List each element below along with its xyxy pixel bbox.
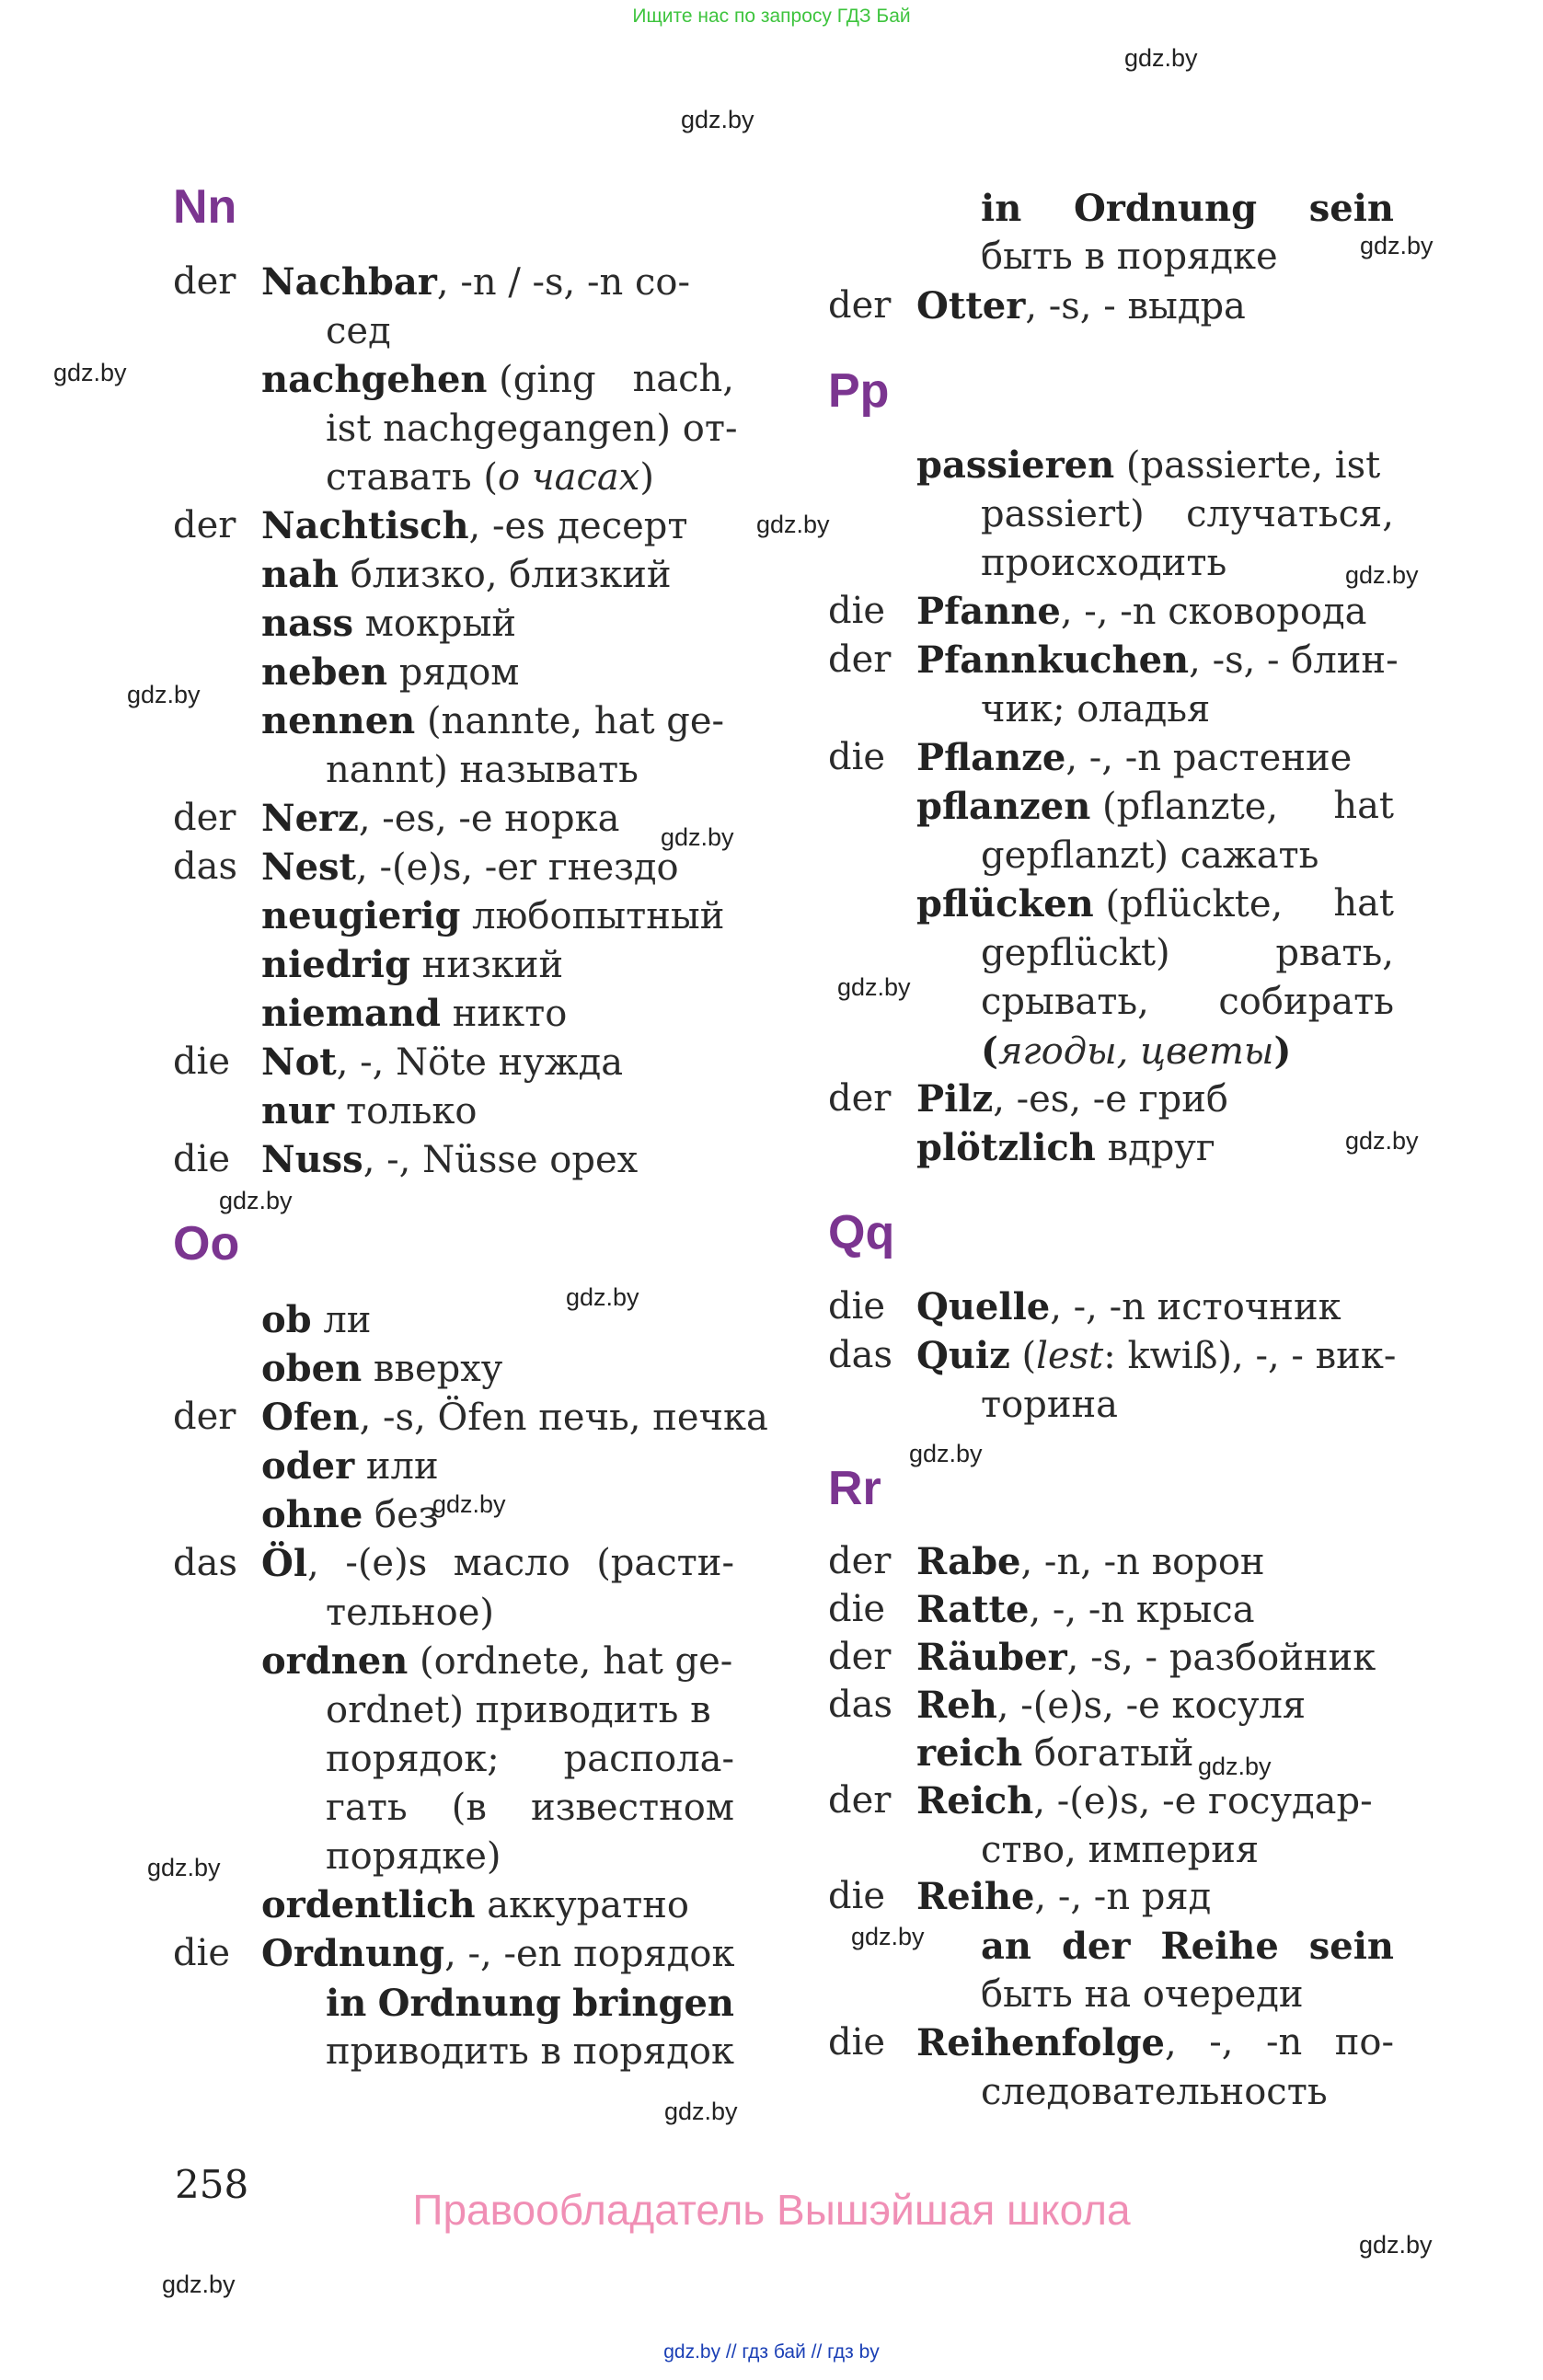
entry-pfannkuchen — [828, 636, 1399, 734]
headword: ordentlich — [261, 1883, 476, 1926]
headword: Rabe — [916, 1540, 1021, 1583]
entry-ob — [173, 1295, 734, 1345]
definition: рядом — [387, 651, 520, 694]
entry-reihenfolge: die Reihenfolge, -, -n по- следовательность — [828, 2018, 1394, 2117]
definition: гать — [326, 1787, 408, 1829]
entry-nerz — [173, 794, 734, 844]
phrase: an — [981, 1925, 1031, 1968]
article: der — [173, 260, 236, 303]
definition: , -s, - разбойник — [1066, 1637, 1376, 1679]
page-number: 258 — [175, 2162, 249, 2207]
article: die — [173, 1041, 231, 1083]
article: die — [828, 1875, 886, 1917]
definition: мокрый — [353, 603, 517, 645]
headword: Quiz — [916, 1334, 1010, 1377]
watermark: gdz.by — [1345, 561, 1419, 589]
headword: Ordnung — [261, 1932, 445, 1975]
letter-heading-p: Pp — [828, 364, 890, 418]
watermark: gdz.by — [162, 2271, 236, 2298]
definition: масло — [453, 1542, 570, 1584]
headword: Nachbar — [261, 260, 437, 304]
entry-oben — [173, 1344, 734, 1394]
definition: , -(e)s, -e косуля — [996, 1684, 1307, 1727]
entry-oel: das Öl, -(e)s масло (расти- тельное) — [173, 1539, 734, 1638]
headword: nachgehen — [261, 358, 488, 401]
watermark: gdz.by — [837, 973, 911, 1001]
definition: , -, Nöte нужда — [336, 1041, 624, 1084]
definition: (ordnete, hat ge- — [408, 1640, 733, 1683]
definition: (pflückte, — [1093, 883, 1284, 926]
entry-pflanze — [828, 733, 1394, 783]
headword: niemand — [261, 992, 442, 1035]
article: der — [828, 284, 892, 327]
entry-otter — [828, 282, 1394, 331]
letter-heading-q: Qq — [828, 1206, 895, 1259]
headword: ordnen — [261, 1639, 409, 1683]
article: der — [173, 504, 236, 546]
entry-oder — [173, 1442, 734, 1491]
article: das — [173, 1542, 237, 1584]
definition: следовательность — [981, 2071, 1328, 2113]
definition: ist nachgegangen) от- — [326, 408, 738, 450]
entry-passieren — [828, 441, 1394, 588]
headword: Not — [261, 1041, 337, 1084]
definition: порядок; — [326, 1738, 500, 1780]
definition: , -, -n растение — [1065, 737, 1353, 779]
headword: Reh — [916, 1684, 997, 1727]
definition: , -, -n сковорода — [1060, 591, 1367, 633]
definition: собирать — [1218, 981, 1394, 1023]
definition: (nannte, hat ge- — [415, 700, 725, 742]
article: die — [173, 1138, 231, 1180]
entry-quiz: das Quiz (lest: kwiß), -, - вик- торина — [828, 1331, 1394, 1430]
definition: торина — [981, 1384, 1118, 1426]
watermark: gdz.by — [664, 2098, 738, 2125]
definition: аккуратно — [475, 1884, 689, 1926]
definition: порядке) — [326, 1835, 501, 1878]
definition: , -es, -e норка — [358, 798, 620, 840]
definition: passiert) — [981, 493, 1145, 535]
headword: nur — [261, 1089, 335, 1133]
watermark: gdz.by — [1198, 1753, 1272, 1780]
definition: никто — [441, 993, 568, 1035]
headword: nennen — [261, 699, 416, 742]
article: das — [173, 845, 237, 888]
headword: plötzlich — [916, 1126, 1096, 1169]
phrase: sein — [1308, 187, 1394, 230]
top-note[interactable]: Ищите нас по запросу ГДЗ Бай — [632, 6, 911, 27]
watermark: gdz.by — [1124, 44, 1198, 72]
definition: богатый — [1022, 1732, 1194, 1775]
definition: вверху — [362, 1348, 503, 1390]
entry-reich-noun — [828, 1776, 1394, 1875]
definition: gepflanzt) сажать — [981, 834, 1319, 877]
definition: только — [334, 1090, 478, 1133]
article: die — [828, 736, 886, 778]
headword: Pfannkuchen — [916, 638, 1190, 682]
definition: hat — [1333, 882, 1394, 925]
headword: niedrig — [261, 943, 410, 986]
entry-ohne — [173, 1490, 734, 1540]
watermark: gdz.by — [851, 1923, 925, 1950]
phrase: in — [326, 1982, 367, 2025]
entry-reh — [828, 1681, 1394, 1730]
entry-neugierig — [173, 891, 734, 941]
headword: Quelle — [916, 1285, 1051, 1328]
definition: -, — [1209, 2021, 1234, 2064]
headword: neugierig — [261, 894, 461, 937]
entry-quelle — [828, 1282, 1394, 1332]
watermark: gdz.by — [909, 1440, 983, 1467]
phrase: sein — [1308, 1925, 1394, 1968]
definition: -n — [1265, 2021, 1303, 2064]
definition: рвать, — [1275, 932, 1394, 974]
definition: быть на очереди — [981, 1973, 1304, 2016]
phrase: Reihe — [1160, 1925, 1279, 1968]
definition: , -, -en порядок — [444, 1933, 735, 1975]
headword: Reihenfolge — [916, 2021, 1165, 2064]
entry-neben — [173, 648, 734, 697]
phrase: der — [1061, 1925, 1131, 1968]
definition: без — [363, 1494, 439, 1536]
watermark: gdz.by — [1360, 232, 1434, 259]
entry-reihe — [828, 1872, 1394, 2019]
definition: , -s, - выдра — [1025, 285, 1246, 328]
article: die — [828, 1285, 886, 1328]
headword: Pflanze — [916, 736, 1066, 779]
definition: приводить в порядок — [326, 2030, 734, 2073]
entry-rabe — [828, 1537, 1394, 1587]
definition: (pflanzte, — [1090, 786, 1279, 828]
entry-pflanzen — [828, 782, 1394, 880]
headword: pflücken — [916, 882, 1094, 926]
article: der — [173, 797, 236, 839]
headword: ohne — [261, 1493, 363, 1536]
entry-nass — [173, 599, 734, 649]
entry-nah — [173, 550, 734, 600]
phrase: Ordnung — [1073, 187, 1258, 230]
entry-nest — [173, 843, 734, 892]
headword: Pilz — [916, 1077, 994, 1121]
entry-ordnung — [173, 1929, 734, 2076]
entry-not — [173, 1038, 734, 1087]
watermark: gdz.by — [219, 1187, 293, 1214]
definition: тельное) — [326, 1592, 495, 1634]
article: der — [173, 1396, 236, 1438]
entry-nuss — [173, 1135, 734, 1185]
entry-pfluecken — [828, 880, 1394, 1076]
article: die — [828, 1588, 886, 1630]
definition: nach, — [632, 358, 734, 400]
definition: любопытный — [460, 895, 725, 937]
headword: Räuber — [916, 1636, 1067, 1679]
entry-nennen — [173, 696, 734, 795]
entry-ordentlich — [173, 1880, 734, 1930]
article: die — [173, 1932, 231, 1974]
definition: (расти- — [596, 1542, 734, 1584]
definition: низкий — [409, 944, 564, 986]
definition: ставать (о часах) — [326, 456, 654, 499]
entry-nachgehen — [173, 355, 738, 502]
headword: Nachtisch — [261, 504, 469, 547]
definition: gepflückt) — [981, 932, 1170, 974]
entry-ofen — [173, 1393, 768, 1443]
definition: , -(e)s, -e государ- — [1033, 1780, 1373, 1822]
headword: oder — [261, 1444, 355, 1488]
entry-niemand — [173, 989, 734, 1039]
definition: , -es, -e гриб — [993, 1078, 1228, 1121]
definition: , -es десерт — [468, 505, 688, 547]
phrase: Ordnung — [377, 1982, 561, 2025]
entry-raeuber — [828, 1633, 1394, 1683]
article: der — [828, 638, 892, 681]
entry-in-ordnung-sein — [828, 184, 1394, 282]
definition: сед — [326, 310, 391, 352]
entry-nur — [173, 1087, 734, 1136]
watermark: gdz.by — [53, 359, 127, 386]
headword: Öl — [261, 1542, 308, 1585]
entry-nachbar — [173, 258, 734, 356]
definition: (в — [451, 1787, 487, 1829]
headword: reich — [916, 1731, 1023, 1775]
definition: ство, империя — [981, 1829, 1260, 1871]
headword: Ofen — [261, 1396, 360, 1439]
definition: распола- — [563, 1738, 734, 1780]
article: der — [828, 1077, 892, 1120]
headword: pflanzen — [916, 785, 1091, 828]
definition: nannt) называть — [326, 749, 639, 791]
definition: , -s, - блин- — [1189, 639, 1399, 682]
footer-links[interactable]: gdz.by // гдз бай // гдз by — [663, 2341, 880, 2363]
definition: , -, -n ряд — [1034, 1876, 1212, 1918]
watermark: gdz.by — [681, 106, 754, 133]
headword: Pfanne — [916, 590, 1061, 633]
definition: , -, -n крыса — [1029, 1589, 1255, 1631]
entry-ordnen — [173, 1637, 734, 1881]
definition: (ging — [487, 359, 596, 401]
headword: neben — [261, 650, 388, 694]
definition: близко, близкий — [339, 554, 672, 596]
watermark: gdz.by — [661, 823, 734, 851]
article: der — [828, 1779, 892, 1822]
definition: ли — [311, 1299, 372, 1341]
watermark: gdz.by — [1359, 2231, 1433, 2259]
definition: известном — [530, 1787, 734, 1829]
definition: , -n, -n ворон — [1020, 1541, 1265, 1583]
headword: Reich — [916, 1779, 1034, 1822]
article: das — [828, 1684, 892, 1726]
definition: случаться, — [1186, 493, 1394, 535]
definition: ordnet) приводить в — [326, 1689, 711, 1731]
phrase: bringen — [572, 1982, 734, 2025]
letter-heading-n: Nn — [173, 180, 237, 234]
entry-reich-adj — [828, 1729, 1394, 1778]
watermark: gdz.by — [127, 681, 201, 708]
headword: nah — [261, 553, 340, 596]
definition: быть в порядке — [981, 236, 1278, 278]
entry-nachtisch — [173, 501, 734, 551]
entry-ratte — [828, 1585, 1394, 1635]
definition: (ягоды, цветы) — [981, 1029, 1292, 1073]
definition: чик; оладья — [981, 688, 1211, 730]
headword: Reihe — [916, 1875, 1035, 1918]
copyright-owner: Правообладатель Вышэйшая школа — [412, 2186, 1131, 2234]
article: der — [828, 1636, 892, 1678]
definition: вдруг — [1095, 1127, 1215, 1169]
definition: (passierte, ist — [1114, 444, 1381, 487]
entry-pilz — [828, 1075, 1394, 1124]
watermark: gdz.by — [147, 1854, 221, 1881]
headword: ob — [261, 1298, 312, 1341]
definition: , -, Nüsse орех — [363, 1139, 639, 1181]
headword: Nest — [261, 845, 357, 889]
definition: , -s, Öfen печь, печка — [359, 1397, 768, 1439]
headword: nass — [261, 602, 354, 645]
article: der — [828, 1540, 892, 1582]
article: die — [828, 590, 886, 632]
definition: , -, -n источник — [1050, 1286, 1341, 1328]
headword: passieren — [916, 443, 1115, 487]
definition: или — [354, 1445, 439, 1488]
article: die — [828, 2021, 886, 2064]
watermark: gdz.by — [432, 1490, 506, 1518]
headword: Otter — [916, 284, 1026, 328]
article: das — [828, 1334, 892, 1376]
definition: по- — [1334, 2021, 1394, 2064]
entry-ploetzlich — [828, 1123, 1394, 1173]
definition: hat — [1333, 785, 1394, 827]
watermark: gdz.by — [1345, 1127, 1419, 1155]
headword: Nuss — [261, 1138, 363, 1181]
definition: , -n / -s, -n со- — [436, 261, 690, 304]
watermark: gdz.by — [756, 511, 830, 538]
letter-heading-r: Rr — [828, 1462, 881, 1515]
phrase: in — [981, 187, 1022, 230]
definition: , -(e)s, -er гнездо — [356, 846, 679, 889]
definition: -(e)s — [345, 1542, 428, 1584]
headword: Ratte — [916, 1588, 1030, 1631]
definition: срывать, — [981, 981, 1149, 1023]
entry-niedrig — [173, 940, 734, 990]
letter-heading-o: Oo — [173, 1217, 240, 1270]
headword: oben — [261, 1347, 363, 1390]
definition: происходить — [981, 542, 1227, 584]
entry-pfanne — [828, 587, 1394, 637]
headword: Nerz — [261, 797, 359, 840]
watermark: gdz.by — [566, 1283, 639, 1311]
